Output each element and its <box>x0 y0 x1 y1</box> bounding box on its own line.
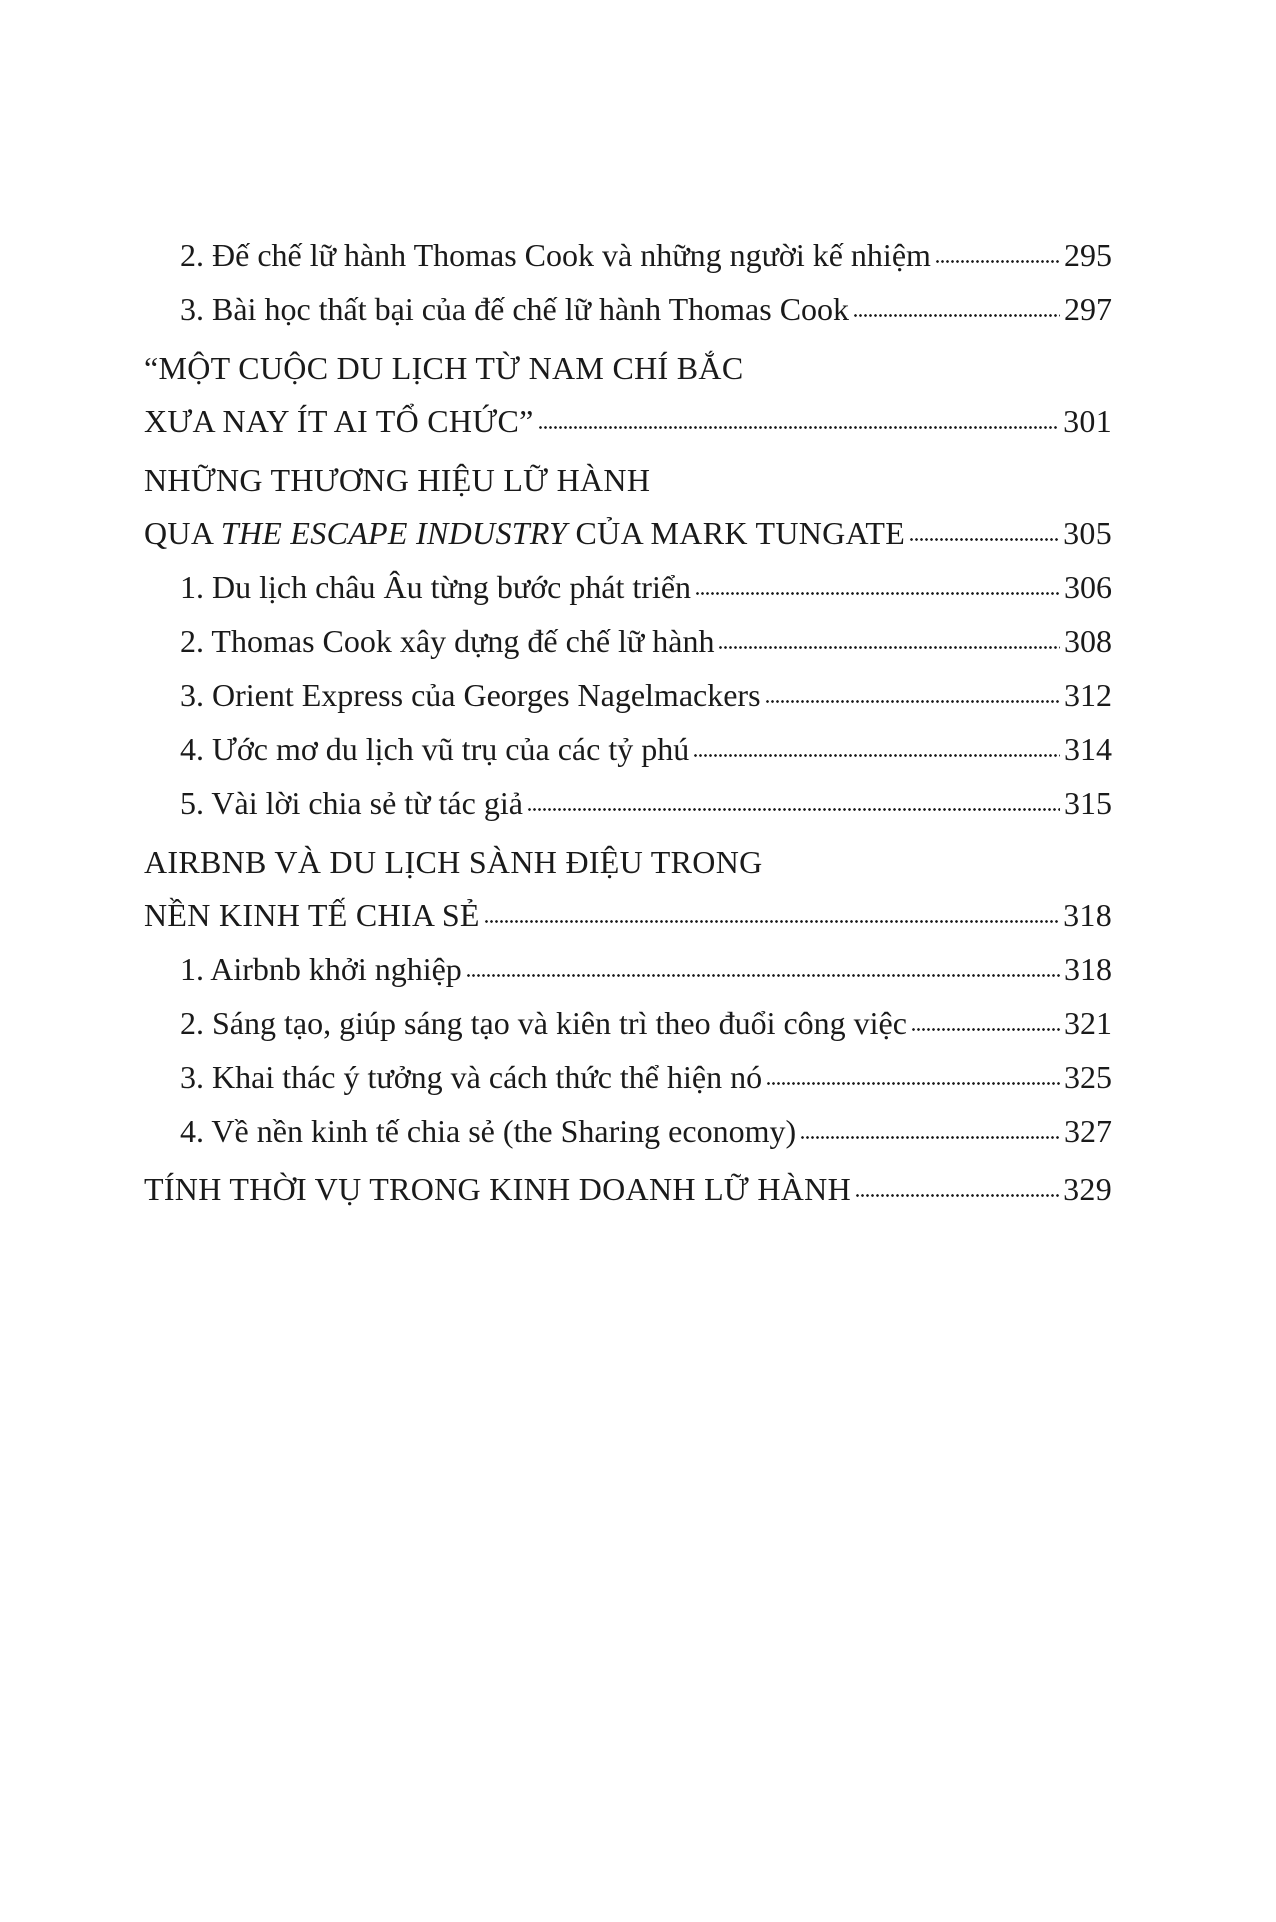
chapter-title-prefix: QUA <box>144 515 221 551</box>
toc-entry-title: 3. Orient Express của Georges Nagelmackers <box>180 677 761 713</box>
chapter-title-line1: NHỮNG THƯƠNG HIỆU LỮ HÀNH <box>144 462 651 498</box>
chapter-title-line1: “MỘT CUỘC DU LỊCH TỪ NAM CHÍ BẮC <box>144 350 744 386</box>
toc-chapter <box>144 454 1112 560</box>
dot-leader <box>695 572 1060 604</box>
toc-entry-title: 4. Ước mơ du lịch vũ trụ của các tỷ phú <box>180 731 690 767</box>
toc-entry-page: 312 <box>1064 677 1112 713</box>
toc-entry-page: 308 <box>1064 623 1112 659</box>
dot-leader <box>800 1116 1060 1148</box>
dot-leader <box>853 294 1060 326</box>
dot-leader <box>911 1008 1060 1040</box>
book-title: THE ESCAPE INDUSTRY <box>220 515 568 551</box>
toc-entry-page: 318 <box>1064 951 1112 987</box>
toc-entry-page: 305 <box>1063 515 1112 551</box>
toc-chapter-entry <box>144 394 1112 448</box>
toc-entry-page: 301 <box>1063 403 1112 439</box>
chapter-title-line2: XƯA NAY ÍT AI TỔ CHỨC” <box>144 403 534 439</box>
dot-leader <box>538 406 1059 438</box>
toc-entry <box>144 1050 1112 1104</box>
toc-entry <box>144 228 1112 282</box>
toc-entry-page: 315 <box>1064 785 1112 821</box>
table-of-contents <box>144 228 1112 1216</box>
toc-entry-title: 1. Airbnb khởi nghiệp <box>180 951 462 987</box>
toc-entry <box>144 560 1112 614</box>
chapter-title-line1: AIRBNB VÀ DU LỊCH SÀNH ĐIỆU TRONG <box>144 844 763 880</box>
dot-leader <box>765 680 1060 712</box>
chapter-title-line2: NỀN KINH TẾ CHIA SẺ <box>144 897 480 933</box>
toc-entry <box>144 282 1112 336</box>
toc-entry-page: 306 <box>1064 569 1112 605</box>
toc-entry-page: 329 <box>1063 1171 1112 1207</box>
toc-chapter-entry <box>144 1162 1112 1216</box>
dot-leader <box>935 240 1060 272</box>
toc-entry <box>144 668 1112 722</box>
toc-entry <box>144 614 1112 668</box>
toc-entry-page: 314 <box>1064 731 1112 767</box>
toc-entry-title: 5. Vài lời chia sẻ từ tác giả <box>180 785 523 821</box>
dot-leader <box>909 518 1059 550</box>
toc-entry-title: 2. Sáng tạo, giúp sáng tạo và kiên trì theo đuổi công việc <box>180 1005 907 1041</box>
toc-entry <box>144 996 1112 1050</box>
dot-leader <box>693 734 1060 766</box>
toc-entry-page: 295 <box>1064 237 1112 273</box>
toc-entry-title: 2. Đế chế lữ hành Thomas Cook và những người kế nhiệm <box>180 237 931 273</box>
dot-leader <box>527 788 1060 820</box>
dot-leader <box>484 900 1059 932</box>
toc-entry-page: 327 <box>1064 1113 1112 1149</box>
dot-leader <box>855 1174 1059 1206</box>
toc-entry-title: 3. Bài học thất bại của đế chế lữ hành Thomas Cook <box>180 291 850 327</box>
toc-entry-title: 3. Khai thác ý tưởng và cách thức thể hiện nó <box>180 1059 763 1095</box>
toc-chapter-entry <box>144 888 1112 942</box>
toc-entry-page: 318 <box>1063 897 1112 933</box>
chapter-title-suffix: CỦA MARK TUNGATE <box>567 515 906 551</box>
toc-entry-page: 325 <box>1064 1059 1112 1095</box>
dot-leader <box>766 1062 1060 1094</box>
chapter-title: TÍNH THỜI VỤ TRONG KINH DOANH LỮ HÀNH <box>144 1171 851 1207</box>
toc-entry <box>144 722 1112 776</box>
chapter-title-line2 <box>144 506 905 560</box>
toc-entry <box>144 776 1112 830</box>
dot-leader <box>718 626 1060 658</box>
toc-chapter <box>144 342 1112 448</box>
toc-entry <box>144 1104 1112 1158</box>
toc-entry-title: 2. Thomas Cook xây dựng đế chế lữ hành <box>180 623 715 659</box>
toc-entry-title: 1. Du lịch châu Âu từng bước phát triển <box>180 569 692 605</box>
dot-leader <box>466 954 1060 986</box>
toc-entry-title: 4. Về nền kinh tế chia sẻ (the Sharing economy) <box>180 1113 797 1149</box>
toc-chapter <box>144 836 1112 942</box>
toc-entry-page: 321 <box>1064 1005 1112 1041</box>
toc-chapter-entry <box>144 506 1112 560</box>
toc-entry-page: 297 <box>1064 291 1112 327</box>
toc-entry <box>144 942 1112 996</box>
